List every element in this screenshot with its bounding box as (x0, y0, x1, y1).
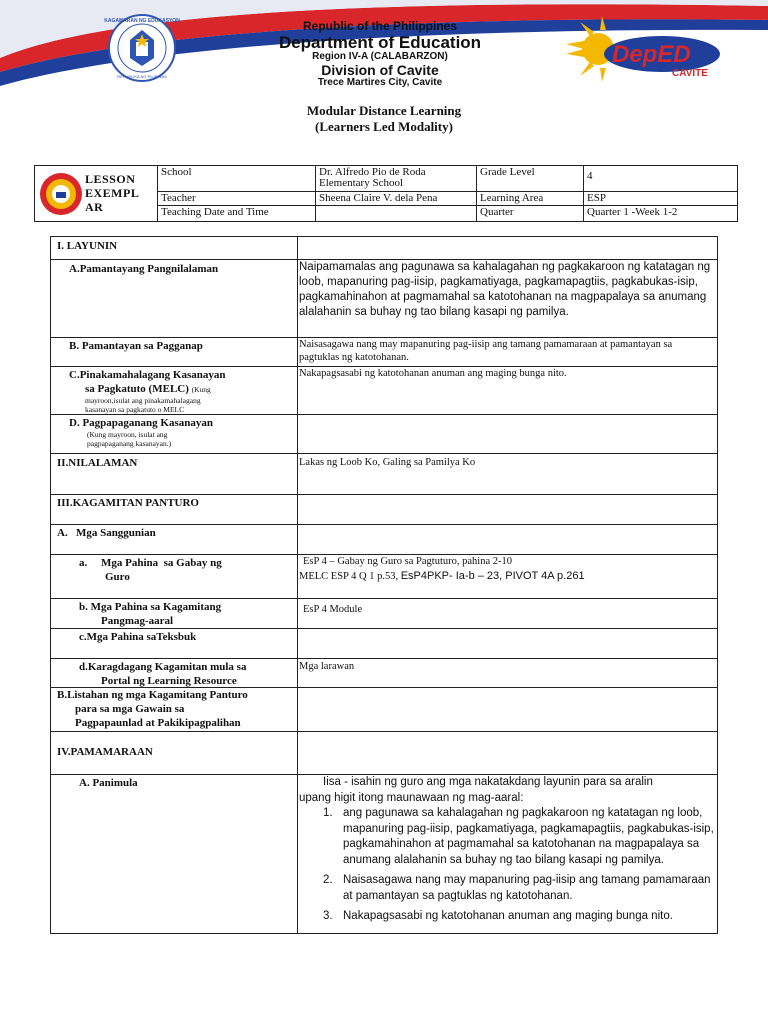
deped-cavite-logo-icon (560, 16, 730, 82)
karagdagang-label-line-2: Portal ng Learning Resource (101, 675, 237, 687)
seal-motto: REPUBLIKA NG PILIPINAS (117, 74, 167, 79)
school-label: School (161, 166, 192, 178)
teksbuk-label: c.Mga Pahina saTeksbuk (79, 631, 197, 643)
header-text (230, 20, 530, 88)
pagpapaganang-note-2: pagpapaganang kasanayan.) (87, 439, 172, 448)
listahan-label-line-2: para sa mga Gawain sa (75, 703, 185, 715)
pamantayang-label: A.Pamantayang Pangnilalaman (69, 263, 219, 275)
pamamaraan-heading: IV.PAMAMARAAN (57, 746, 153, 758)
gabay-value-line-2b: EsP4PKP- Ia-b – 23, PIVOT 4A p.261 (400, 570, 585, 582)
karagdagang-value: Mga larawan (299, 661, 355, 672)
sanggunian-heading: A. Mga Sanggunian (57, 527, 156, 539)
step-number: 2. (323, 874, 333, 886)
panimula-content (299, 775, 715, 925)
karagdagang-label-line-1: d.Karagdagang Kagamitan mula sa (79, 661, 247, 673)
step-text: ang pagunawa sa kahalagahan ng pagkakaroon ng katatagan ng loob, mapanuring pag-iisip, pagkamatiyaga, pagkamapagtiis, pagkabukas-isip, pagkamahinahon at pagmamahal sa katotohanan na magpapalaya sa anumang alalahanin sa buhay ng tao bilang kasapi ng pamilya. (343, 807, 714, 866)
melc-label (69, 368, 295, 414)
lesson-info-table (34, 165, 738, 222)
republic-line: Republic of the Philippines (302, 19, 457, 33)
gabay-label-line-1: a. Mga Pahina sa Gabay ng (79, 557, 222, 569)
kagamitang-value: EsP 4 Module (303, 604, 363, 615)
panimula-steps (299, 806, 715, 925)
pamantayang-value: Naipamamalas ang pagunawa sa kahalagahan ng pagkakaroon ng katatagan ng loob, mapanuring pag-iisip, pagkamatiyaga, pagkamapagtiis, pagkabukas-isip, pagkamahinahon at pagmamahal sa katotohanan na magpapalaya sa anumang alalahanin sa buhay ng tao bilang kasapi ng pamilya. (299, 261, 711, 318)
grade-level-value: 4 (587, 170, 593, 182)
pagganap-value: Naisasagawa nang may mapanuring pag-iisip ang tamang pamamaraan at pamantayan sa pagtuklas ng katotohanan. (299, 339, 673, 363)
melc-note-2: mayroon,isulat ang pinakamahalagang (85, 396, 201, 405)
document-title (0, 103, 768, 135)
school-value: Dr. Alfredo Pio de Roda Elementary School (319, 166, 426, 189)
melc-label-line-2: sa Pagkatuto (MELC) (85, 383, 189, 395)
step-item (299, 909, 715, 925)
deped-logo-text: DepED (612, 41, 691, 68)
gabay-label (79, 556, 295, 584)
kagamitan-heading: III.KAGAMITAN PANTURO (57, 497, 199, 509)
lesson-exemplar-label: LESSON EXEMPL AR (85, 172, 139, 214)
layunin-heading: I. LAYUNIN (57, 240, 118, 252)
melc-note-1: (Kung (191, 385, 211, 394)
panimula-intro-2: upang higit itong maunawaan ng mag-aaral: (299, 791, 524, 804)
step-text: Nakapagsasabi ng katotohanan anuman ang maging bunga nito. (343, 910, 673, 922)
pagpapaganang-note-1: (Kung mayroon, isulat ang (87, 430, 168, 439)
melc-value: Nakapagsasabi ng katotohanan anuman ang maging bunga nito. (299, 368, 567, 379)
kagamitang-label-line-1: b. Mga Pahina sa Kagamitang (79, 601, 222, 613)
region-line: Region IV-A (CALABARZON) (312, 51, 448, 62)
melc-note-3: kasanayan sa pagkatuto o MELC (85, 405, 185, 414)
pagpapaganang-label-line: D. Pagpapaganang Kasanayan (69, 417, 213, 429)
grade-level-label: Grade Level (480, 166, 535, 178)
kagamitang-label-line-2: Pangmag-aaral (101, 615, 174, 627)
quarter-label: Quarter (480, 206, 514, 218)
learning-area-value: ESP (587, 192, 606, 204)
lesson-plan-table (50, 236, 718, 934)
teaching-date-value (316, 206, 476, 208)
step-number: 1. (323, 807, 333, 819)
teacher-label: Teacher (161, 192, 196, 204)
teacher-value: Sheena Claire V. dela Pena (319, 192, 438, 204)
step-item (299, 873, 715, 904)
quarter-value: Quarter 1 -Week 1-2 (587, 206, 678, 218)
title-line-2: (Learners Led Modality) (315, 119, 453, 134)
melc-label-line-1: C.Pinakamahalagang Kasanayan (69, 369, 226, 381)
listahan-label-line-3: Pagpapaunlad at Pakikipagpalihan (75, 717, 241, 729)
deped-seal-icon (94, 14, 190, 82)
panimula-label: A. Panimula (79, 777, 138, 789)
city-line: Trece Martires City, Cavite (317, 77, 443, 88)
deped-logo-sub: CAVITE (672, 68, 708, 79)
department-line: Department of Education (278, 33, 482, 52)
karagdagang-label (79, 660, 295, 688)
nilalaman-value: Lakas ng Loob Ko, Galing sa Pamilya Ko (299, 457, 476, 468)
listahan-label-line-1: B.Listahan ng mga Kagamitang Panturo (57, 689, 248, 701)
gabay-value (299, 555, 715, 584)
title-line-1: Modular Distance Learning (306, 103, 462, 118)
school-seal-icon (39, 172, 83, 216)
gabay-value-line-1: EsP 4 – Gabay ng Guro sa Pagtuturo, pahina 2-10 (303, 556, 512, 567)
pagpapaganang-label (69, 416, 295, 448)
step-item (299, 806, 715, 868)
listahan-label (57, 688, 295, 730)
seal-text: KAGAWARAN NG EDUKASYON (104, 18, 180, 24)
division-line: Division of Cavite (321, 62, 439, 78)
nilalaman-heading: II.NILALAMAN (57, 457, 138, 469)
pagganap-label: B. Pamantayan sa Pagganap (69, 340, 203, 352)
gabay-value-line-2a: MELC ESP 4 Q 1 p.53, (299, 571, 399, 582)
panimula-intro-1: Iisa - isahin ng guro ang mga nakatakdang layunin para sa aralin (323, 776, 653, 788)
kagamitang-label (79, 600, 295, 628)
gabay-label-line-2: Guro (105, 571, 130, 583)
teaching-date-label: Teaching Date and Time (161, 206, 269, 218)
step-number: 3. (323, 910, 333, 922)
step-text: Naisasagawa nang may mapanuring pag-iisip ang tamang pamamaraan at pamantayan sa pagtuklas ng katotohanan. (343, 874, 711, 902)
learning-area-label: Learning Area (480, 192, 544, 204)
